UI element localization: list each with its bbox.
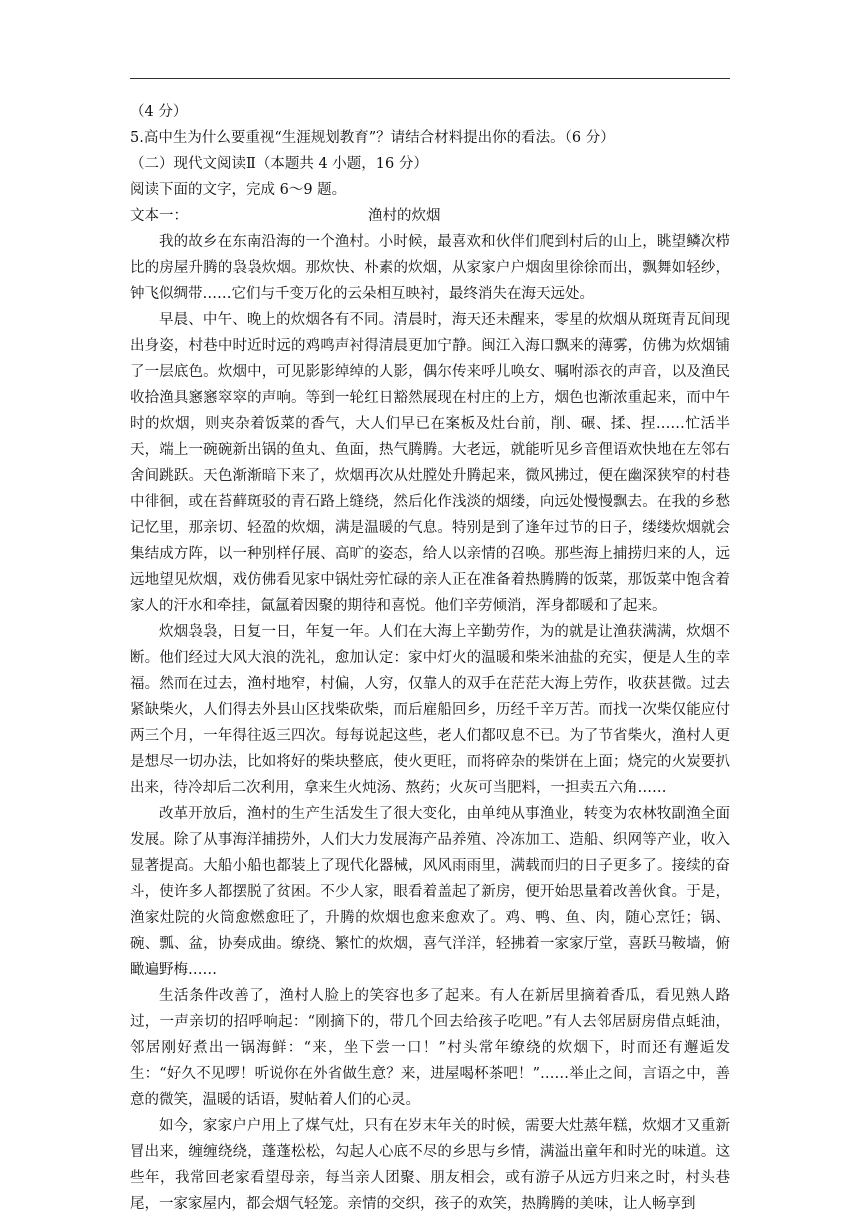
paragraph-6: 如今，家家户户用上了煤气灶，只有在岁末年关的时候，需要大灶蒸年糕，炊烟才又重新冒出来，缠缠绕绕，蓬蓬松松，勾起人心底不尽的乡思与乡情，满溢出童年和时光的味道。这些年，我常回老家看望母亲，每当亲人团聚、朋友相会，或有游子从远方归来之时，村头巷尾，一家家屋内，都会烟气轻笼。亲情的交织，孩子的欢笑，热腾腾的美味，让人畅享到: [130, 1118, 730, 1212]
question-5: 5.高中生为什么要重视“生涯规划教育”？请结合材料提出你的看法。（6 分）: [130, 130, 615, 146]
document-body: [130, 99, 730, 1217]
score-note: （4 分）: [130, 104, 188, 120]
paragraph-2: 早晨、中午、晚上的炊烟各有不同。清晨时，海天还未醒来，零星的炊烟从斑斑青瓦间现出身姿，村巷中时近时远的鸡鸣声衬得清晨更加宁静。闽江入海口飘来的薄雾，仿佛为炊烟铺了一层底色。炊烟中，可见影影绰绰的人影，偶尔传来呼儿唤女、嘱咐添衣的声音，以及渔民收拾渔具窸窸窣窣的声响。等到一轮红日豁然展现在村庄的上方，烟色也渐浓重起来，而中午时的炊烟，则夹杂着饭菜的香气，大人们早已在案板及灶台前，削、碾、揉、捏……忙活半天，端上一碗碗新出锅的鱼丸、鱼面，热气腾腾。大老远，就能听见乡音俚语欢快地在左邻右舍间跳跃。天色渐渐暗下来了，炊烟再次从灶膛处升腾起来，微风拂过，便在幽深狭窄的村巷中徘徊，或在苔藓斑驳的青石路上缝绕，然后化作浅淡的烟缕，向远处慢慢飘去。在我的乡愁记忆里，那亲切、轻盈的炊烟，满是温暖的气息。特别是到了逢年过节的日子，缕缕炊烟就会集结成方阵，以一种别样仔展、高旷的姿态，给人以亲情的召唤。那些海上捕捞归来的人，远远地望见炊烟，戏仿佛看见家中锅灶旁忙碌的亲人正在准备着热腾腾的饭菜，那饭菜中饱含着家人的汗水和牵挂，氤氲着因聚的期待和喜悦。他们辛劳倾消，浑身都暖和了起来。: [130, 312, 730, 614]
paragraph-3: 炊烟袅袅，日复一日，年复一年。人们在大海上辛勤劳作，为的就是让渔获满满，炊烟不断。他们经过大风大浪的洗礼，愈加认定：家中灯火的温暖和柴米油盐的充实，便是人生的幸福。然而在过去，渔村地窄，村偏，人穷，仅靠人的双手在茫茫大海上劳作，收获甚微。过去紧缺柴火，人们得去外县山区找柴砍柴，而后雇船回乡，历经千辛万苦。而找一次柴仅能应付两三个月，一年得往返三四次。每每说起这些，老人们都叹息不已。为了节省柴火，渔村人更是想尽一切办法，比如将好的柴块整底，使火更旺，而将碎杂的柴饼在上面；烧完的火炭要扒出来，待冷却后二次利用，拿来生火炖汤、熬药；火灰可当肥料，一担卖五六角……: [130, 624, 730, 796]
paragraph-5: 生活条件改善了，渔村人脸上的笑容也多了起来。有人在新居里摘着香瓜，看见熟人路过，一声亲切的招呼响起：“刚摘下的，带几个回去给孩子吃吧。”有人去邻居厨房借点蚝油，邻居刚好煮出一锅海鲜：“来，坐下尝一口！”村头常年缭绕的炊烟下，时而还有邂逅发生：“好久不见啰！听说你在外省做生意？来，进屋喝杯茶吧！”……举止之间，言语之中，善意的微笑，温暖的话语，熨帖着人们的心灵。: [130, 988, 730, 1108]
section-title: （二）现代文阅读Ⅱ（本题共 4 小题，16 分）: [130, 156, 428, 172]
paragraph-4: 改革开放后，渔村的生产生活发生了很大变化，由单纯从事渔业，转变为农林牧副渔全面发展。除了从事海洋捕捞外，人们大力发展海产品养殖、冷冻加工、造船、织网等产业，收入显著提高。大船小船也都装上了现代化器械，风风雨雨里，满载而归的日子更多了。接续的奋斗，使许多人都摆脱了贫困。不少人家，眼看着盖起了新房，便开始思量着改善伙食。于是，渔家灶院的火筒愈燃愈旺了，升腾的炊烟也愈来愈欢了。鸡、鸭、鱼、肉，随心烹饪；锅、碗、瓢、盆，协奏成曲。缭绕、繁忙的炊烟，喜气洋洋，轻拂着一家家厅堂，喜跃马鞍墙，俯瞰遍野梅……: [130, 806, 730, 978]
article-title-row: [130, 203, 730, 229]
article-title: 渔村的炊烟: [368, 208, 441, 224]
paragraph-1: 我的故乡在东南沿海的一个渔村。小时候，最喜欢和伙伴们爬到村后的山上，眺望鳞次栉比的房屋升腾的袅袅炊烟。那炊快、朴素的炊烟，从家家户户烟囱里徐徐而出，飘舞如轻纱，钟飞似绸带……它们与千变万化的云朵相互映衬，最终消失在海天远处。: [130, 234, 730, 302]
reading-instruction: 阅读下面的文字，完成 6～9 题。: [130, 182, 347, 198]
text-label: 文本一：: [130, 208, 188, 224]
header-rule: [130, 78, 730, 79]
